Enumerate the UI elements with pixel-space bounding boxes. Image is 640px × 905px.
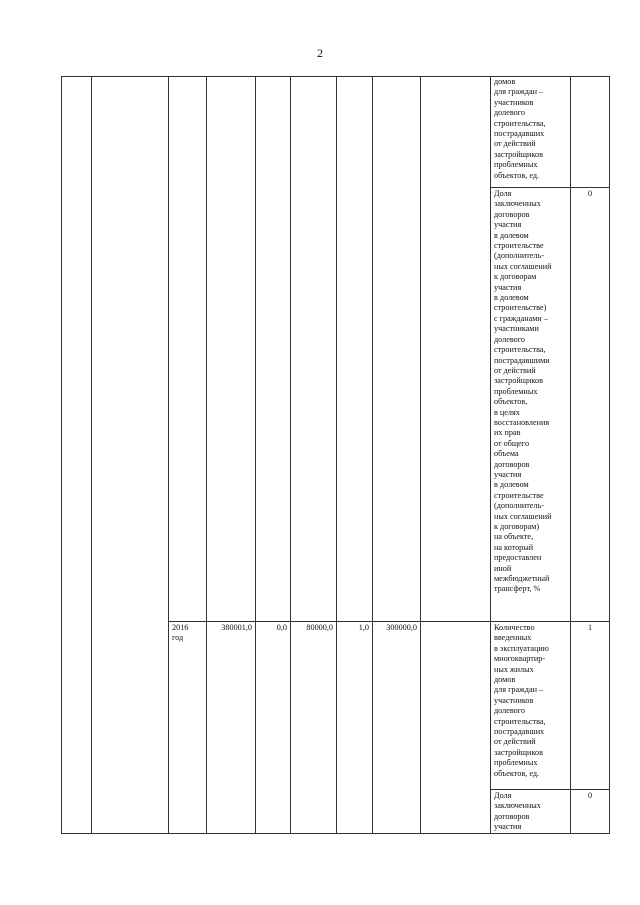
col-divider [336, 76, 337, 834]
indicator-value: 0 [587, 791, 593, 800]
col-divider [290, 76, 291, 834]
col-divider [91, 76, 92, 834]
indicator-value: 1 [587, 623, 593, 632]
col-divider [168, 76, 169, 834]
col-divider [420, 76, 421, 834]
indicator-value: 0 [587, 189, 593, 198]
col-divider [255, 76, 256, 834]
total-cell: 380001,0 [221, 623, 252, 632]
table-border-left [61, 76, 62, 834]
amount-cell: 0,0 [276, 623, 287, 632]
amount-cell: 80000,0 [306, 623, 333, 632]
indicator-cell: Количество введенных в эксплуатацию многоквартир- ных жилых домов для граждан – участников долевого строительства, пострадавших от действий застройщиков проблемных объектов, ед. [494, 623, 549, 778]
amount-cell: 1,0 [358, 623, 369, 632]
year-cell: 2016 год [172, 623, 189, 643]
col-divider [490, 76, 491, 834]
indicator-cell: домов для граждан – участников долевого строительства, пострадавших от действий застройщиков проблемных объектов, ед. [494, 77, 546, 180]
table-border-right [609, 76, 610, 834]
indicator-cell: Доля заключенных договоров участия [494, 791, 541, 832]
col-divider [206, 76, 207, 834]
row-divider [490, 187, 610, 188]
amount-cell: 300000,0 [386, 623, 417, 632]
table-border-bottom [61, 833, 610, 834]
row-divider [168, 621, 610, 622]
page-number: 2 [317, 46, 323, 60]
indicator-cell: Доля заключенных договоров участия в долевом строительстве (дополнитель- ных соглашений к договорам участия в долевом строительстве) с гражданами – участниками долевого строительства, пострадавшими от действий застройщиков проблемных объектов, в целях восстановления их прав от общего объема договоров участия в долевом строительстве (дополнитель- ных соглашений к договорам) на объекте, на который предоставлен иной межбюджетный трансферт, % [494, 189, 552, 594]
row-divider [490, 789, 610, 790]
col-divider [372, 76, 373, 834]
